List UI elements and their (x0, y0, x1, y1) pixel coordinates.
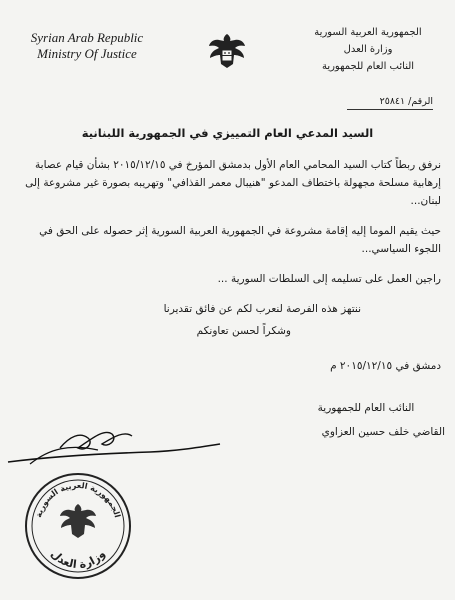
letterhead-ar-ministry: وزارة العدل (343, 44, 393, 55)
letterhead-ar-office: النائب العام للجمهورية (321, 61, 415, 72)
letterhead-country: Syrian Arab Republic (30, 30, 144, 45)
signatory-title: النائب العام للجمهورية (317, 402, 415, 414)
ministry-stamp (22, 470, 134, 582)
body-paragraph-2: حيث يقيم الموما إليه إقامة مشروعة في الجمهورية العربية السورية إثر حصوله على الحق في اللجوء السياسي... (39, 225, 441, 255)
letter-date: دمشق في ٢٠١٥/١٢/١٥ م (330, 360, 441, 372)
addressee: السيد المدعي العام التمييزي في الجمهورية اللبنانية (81, 126, 374, 140)
letterhead-ministry: Ministry Of Justice (37, 46, 137, 61)
eagle-emblem-icon (205, 28, 249, 72)
letter-body (14, 156, 441, 352)
reference-number (347, 96, 433, 110)
stamp-eagle-icon (60, 504, 96, 538)
svg-text:الجمهورية العربية السورية: الجمهورية العربية السورية (34, 480, 122, 519)
handwritten-signature (0, 418, 230, 478)
closing-line-1: ننتهز هذه الفرصة لنعرب لكم عن فائق تقديرنا (163, 303, 361, 315)
reference-number-text: الرقم/ ٢٥٨٤١ (379, 96, 433, 107)
english-letterhead (12, 30, 162, 62)
body-paragraph-3: راجين العمل على تسليمه إلى السلطات السورية ... (217, 273, 441, 285)
reference-underline (347, 109, 433, 110)
signatory-name: القاضي خلف حسين العزاوي (321, 426, 445, 438)
body-paragraph-1: نرفق ربطاً كتاب السيد المحامي العام الأول بدمشق المؤرخ في ٢٠١٥/١٢/١٥ بشأن قيام عصابة إرهابية مسلحة مجهولة باختطاف المدعو "هنيبال معمر القذافي" وتهريبه بصورة غير مشروعة إلى لبنان... (25, 159, 441, 207)
letterhead-ar-country: الجمهورية العربية السورية (314, 27, 422, 38)
svg-text:وزارة العدل: وزارة العدل (48, 547, 108, 572)
closing-line-2: وشكراً لحسن تعاونكم (196, 325, 291, 337)
arabic-letterhead (293, 24, 443, 75)
